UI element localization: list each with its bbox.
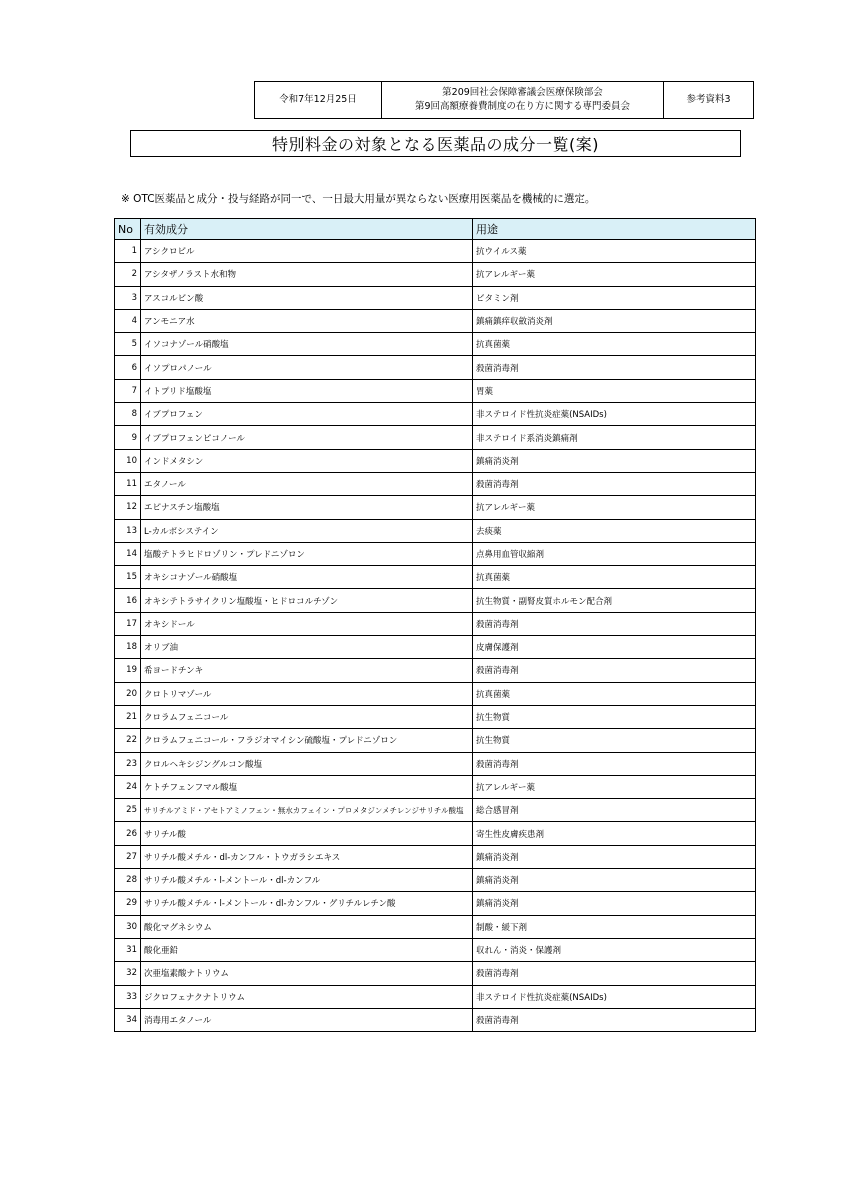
table-row: [115, 682, 756, 705]
table-row: [115, 309, 756, 332]
row-no: 31: [115, 938, 141, 961]
table-row: [115, 985, 756, 1008]
row-no: 19: [115, 659, 141, 682]
row-use: 抗真菌薬: [473, 333, 756, 356]
row-no: 27: [115, 845, 141, 868]
row-no: 18: [115, 636, 141, 659]
table-row: [115, 240, 756, 263]
row-no: 3: [115, 286, 141, 309]
row-use: 鎮痛消炎剤: [473, 845, 756, 868]
table-row: [115, 472, 756, 495]
row-no: 16: [115, 589, 141, 612]
table-row: [115, 542, 756, 565]
row-no: 7: [115, 379, 141, 402]
table-row: [115, 799, 756, 822]
row-ingredient: サリチル酸: [141, 822, 473, 845]
row-ingredient: イソプロパノール: [141, 356, 473, 379]
row-ingredient: 消毒用エタノール: [141, 1008, 473, 1031]
row-no: 21: [115, 705, 141, 728]
row-ingredient: 次亜塩素酸ナトリウム: [141, 962, 473, 985]
document-header-box: [254, 81, 754, 119]
table-row: [115, 892, 756, 915]
row-no: 11: [115, 472, 141, 495]
row-no: 20: [115, 682, 141, 705]
row-ingredient: ジクロフェナクナトリウム: [141, 985, 473, 1008]
row-use: 抗生物質: [473, 705, 756, 728]
header-meeting-line2: 第9回高額療養費制度の在り方に関する専門委員会: [414, 101, 631, 112]
row-ingredient: クロラムフェニコール・フラジオマイシン硫酸塩・プレドニゾロン: [141, 729, 473, 752]
row-ingredient: エタノール: [141, 472, 473, 495]
row-no: 22: [115, 729, 141, 752]
row-no: 6: [115, 356, 141, 379]
table-row: [115, 915, 756, 938]
header-meeting: [382, 82, 664, 118]
table-row: [115, 659, 756, 682]
table-row: [115, 356, 756, 379]
row-no: 32: [115, 962, 141, 985]
row-use: 抗真菌薬: [473, 682, 756, 705]
row-use: 制酸・緩下剤: [473, 915, 756, 938]
row-no: 28: [115, 869, 141, 892]
row-use: 抗ウイルス薬: [473, 240, 756, 263]
row-use: 抗アレルギー薬: [473, 496, 756, 519]
table-row: [115, 286, 756, 309]
row-use: 点鼻用血管収縮剤: [473, 542, 756, 565]
row-ingredient: 希ヨードチンキ: [141, 659, 473, 682]
row-ingredient: エピナスチン塩酸塩: [141, 496, 473, 519]
row-use: 殺菌消毒剤: [473, 612, 756, 635]
row-use: 鎮痛鎮痒収斂消炎剤: [473, 309, 756, 332]
row-use: 抗生物質・副腎皮質ホルモン配合剤: [473, 589, 756, 612]
header-date: 令和7年12月25日: [255, 82, 382, 118]
table-row: [115, 379, 756, 402]
row-use: 殺菌消毒剤: [473, 659, 756, 682]
row-no: 2: [115, 263, 141, 286]
row-use: 去痰薬: [473, 519, 756, 542]
row-use: 殺菌消毒剤: [473, 356, 756, 379]
table-row: [115, 589, 756, 612]
table-row: [115, 752, 756, 775]
row-no: 5: [115, 333, 141, 356]
row-ingredient: オキシコナゾール硝酸塩: [141, 566, 473, 589]
table-header-row: [115, 219, 756, 240]
row-no: 1: [115, 240, 141, 263]
row-ingredient: クロルヘキシジングルコン酸塩: [141, 752, 473, 775]
row-ingredient: サリチルアミド・アセトアミノフェン・無水カフェイン・プロメタジンメチレンジサリチル酸塩: [141, 799, 473, 822]
row-use: 皮膚保護剤: [473, 636, 756, 659]
row-ingredient: クロトリマゾール: [141, 682, 473, 705]
row-use: 鎮痛消炎剤: [473, 449, 756, 472]
table-row: [115, 822, 756, 845]
row-use: 抗生物質: [473, 729, 756, 752]
row-ingredient: サリチル酸メチル・l-メントール・dl-カンフル: [141, 869, 473, 892]
row-ingredient: オキシドール: [141, 612, 473, 635]
table-row: [115, 566, 756, 589]
row-ingredient: アシクロビル: [141, 240, 473, 263]
row-use: 殺菌消毒剤: [473, 1008, 756, 1031]
row-ingredient: アンモニア水: [141, 309, 473, 332]
table-row: [115, 869, 756, 892]
row-no: 33: [115, 985, 141, 1008]
ingredient-table: [114, 218, 756, 1032]
row-no: 4: [115, 309, 141, 332]
row-use: 非ステロイド系消炎鎮痛剤: [473, 426, 756, 449]
row-ingredient: L-カルボシステイン: [141, 519, 473, 542]
row-ingredient: 酸化マグネシウム: [141, 915, 473, 938]
table-row: [115, 845, 756, 868]
page-title: 特別料金の対象となる医薬品の成分一覧(案): [130, 130, 741, 157]
row-ingredient: サリチル酸メチル・dl-カンフル・トウガラシエキス: [141, 845, 473, 868]
row-use: 抗アレルギー薬: [473, 263, 756, 286]
row-use: 鎮痛消炎剤: [473, 869, 756, 892]
row-no: 17: [115, 612, 141, 635]
row-use: 収れん・消炎・保護剤: [473, 938, 756, 961]
row-no: 30: [115, 915, 141, 938]
row-use: 胃薬: [473, 379, 756, 402]
table-row: [115, 496, 756, 519]
column-header-use: 用途: [473, 219, 756, 240]
row-ingredient: ケトチフェンフマル酸塩: [141, 775, 473, 798]
row-no: 8: [115, 403, 141, 426]
table-row: [115, 775, 756, 798]
row-no: 15: [115, 566, 141, 589]
row-no: 12: [115, 496, 141, 519]
table-row: [115, 519, 756, 542]
row-ingredient: 酸化亜鉛: [141, 938, 473, 961]
row-no: 23: [115, 752, 141, 775]
table-row: [115, 449, 756, 472]
row-ingredient: アスコルビン酸: [141, 286, 473, 309]
table-row: [115, 333, 756, 356]
row-ingredient: オキシテトラサイクリン塩酸塩・ヒドロコルチゾン: [141, 589, 473, 612]
row-ingredient: オリブ油: [141, 636, 473, 659]
header-meeting-line1: 第209回社会保障審議会医療保険部会: [442, 87, 603, 98]
row-ingredient: イソコナゾール硝酸塩: [141, 333, 473, 356]
row-use: 殺菌消毒剤: [473, 962, 756, 985]
row-no: 29: [115, 892, 141, 915]
selection-note: ※ OTC医薬品と成分・投与経路が同一で、一日最大用量が異ならない医療用医薬品を機械的に選定。: [121, 193, 596, 205]
table-row: [115, 263, 756, 286]
row-no: 34: [115, 1008, 141, 1031]
row-ingredient: イトプリド塩酸塩: [141, 379, 473, 402]
row-no: 14: [115, 542, 141, 565]
row-use: 抗アレルギー薬: [473, 775, 756, 798]
row-use: ビタミン剤: [473, 286, 756, 309]
table-row: [115, 962, 756, 985]
table-row: [115, 636, 756, 659]
row-use: 寄生性皮膚疾患剤: [473, 822, 756, 845]
column-header-no: No: [115, 219, 141, 240]
table-row: [115, 729, 756, 752]
row-use: 非ステロイド性抗炎症薬(NSAIDs): [473, 403, 756, 426]
row-no: 24: [115, 775, 141, 798]
header-reference: 参考資料3: [686, 94, 731, 105]
row-ingredient: イブプロフェンピコノール: [141, 426, 473, 449]
row-ingredient: サリチル酸メチル・l-メントール・dl-カンフル・グリチルレチン酸: [141, 892, 473, 915]
row-ingredient: 塩酸テトラヒドロゾリン・プレドニゾロン: [141, 542, 473, 565]
row-use: 殺菌消毒剤: [473, 752, 756, 775]
row-no: 10: [115, 449, 141, 472]
row-use: 鎮痛消炎剤: [473, 892, 756, 915]
row-use: 総合感冒剤: [473, 799, 756, 822]
column-header-ingredient: 有効成分: [141, 219, 473, 240]
row-use: 抗真菌薬: [473, 566, 756, 589]
row-ingredient: アシタザノラスト水和物: [141, 263, 473, 286]
row-no: 26: [115, 822, 141, 845]
row-use: 殺菌消毒剤: [473, 472, 756, 495]
row-use: 非ステロイド性抗炎症薬(NSAIDs): [473, 985, 756, 1008]
row-ingredient: インドメタシン: [141, 449, 473, 472]
table-row: [115, 1008, 756, 1031]
table-row: [115, 612, 756, 635]
table-row: [115, 705, 756, 728]
table-row: [115, 426, 756, 449]
row-no: 13: [115, 519, 141, 542]
row-no: 9: [115, 426, 141, 449]
row-ingredient: イブプロフェン: [141, 403, 473, 426]
row-no: 25: [115, 799, 141, 822]
table-row: [115, 938, 756, 961]
row-ingredient: クロラムフェニコール: [141, 705, 473, 728]
table-row: [115, 403, 756, 426]
